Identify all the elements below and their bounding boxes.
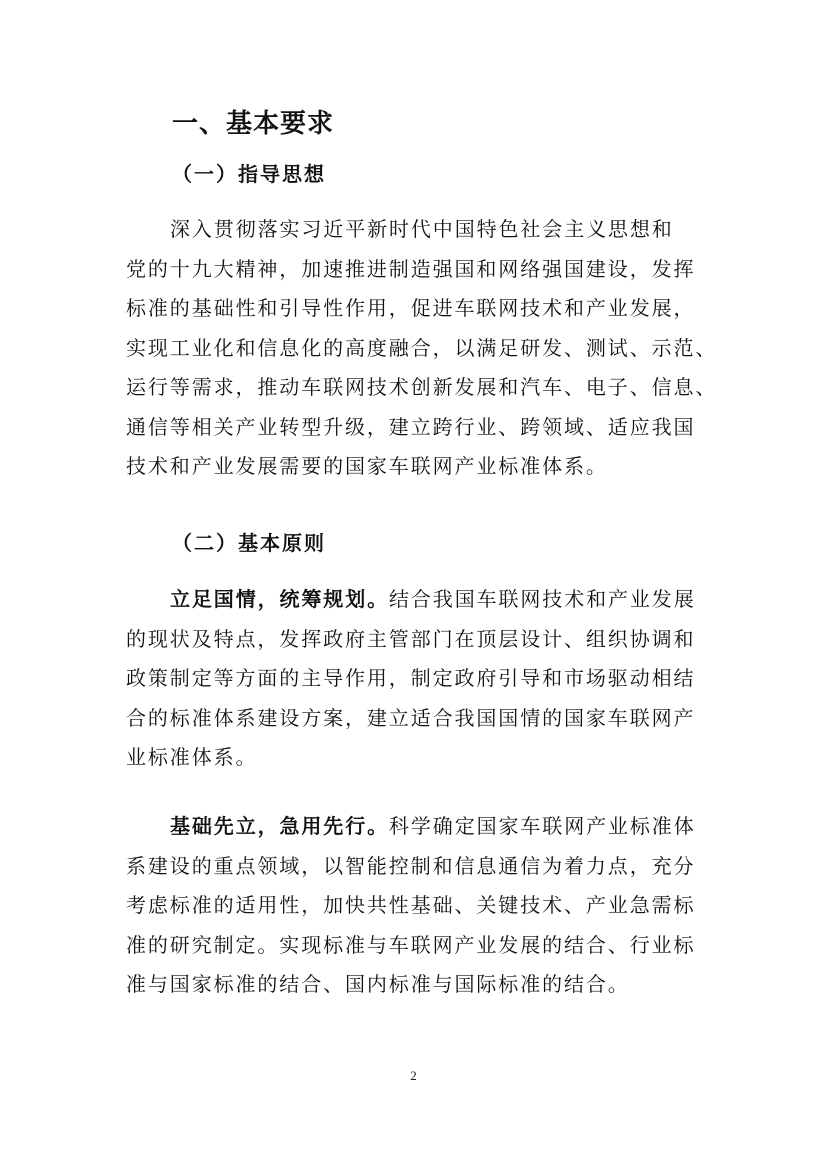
- text-line: 准的研究制定。实现标准与车联网产业发展的结合、行业标: [126, 932, 696, 957]
- text-line: 系建设的重点领域，以智能控制和信息通信为着力点，充分: [126, 853, 696, 878]
- page-number: 2: [410, 1068, 417, 1083]
- principle-lead: 立足国情，统筹规划。: [170, 587, 389, 611]
- text-line: 业标准体系。: [126, 745, 258, 769]
- text-line: 运行等需求，推动车联网技术创新发展和汽车、电子、信息、: [126, 375, 718, 399]
- principle-lead: 基础先立，急用先行。: [170, 814, 389, 838]
- text-line: 政策制定等方面的主导作用，制定政府引导和市场驱动相结: [126, 666, 696, 690]
- principle-text: 科学确定国家车联网产业标准体: [389, 814, 696, 838]
- text-line: 考虑标准的适用性，加快共性基础、关键技术、产业急需标: [126, 893, 696, 917]
- text-line: 实现工业化和信息化的高度融合，以满足研发、测试、示范、: [126, 335, 718, 360]
- section-heading: 一、基本要求: [172, 109, 335, 139]
- text-line: 标准的基础性和引导性作用，促进车联网技术和产业发展，: [126, 296, 696, 320]
- paragraph-guiding-ideology: [126, 210, 718, 487]
- text-line: 的现状及特点，发挥政府主管部门在顶层设计、组织协调和: [126, 626, 696, 651]
- text-line: 通信等相关产业转型升级，建立跨行业、跨领域、适应我国: [126, 414, 696, 439]
- principle-text: 结合我国车联网技术和产业发展: [389, 587, 696, 611]
- paragraph-principle-national-conditions: [126, 580, 701, 778]
- text-line: [126, 580, 701, 620]
- text-line: 技术和产业发展需要的国家车联网产业标准体系。: [126, 454, 608, 478]
- text-line: 党的十九大精神，加速推进制造强国和网络强国建设，发挥: [126, 256, 696, 281]
- text-line: 合的标准体系建设方案，建立适合我国国情的国家车联网产: [126, 705, 696, 730]
- text-line: 准与国家标准的结合、国内标准与国际标准的结合。: [126, 972, 630, 996]
- paragraph-principle-foundations-first: [126, 807, 701, 1005]
- subsection-heading-guiding-ideology: （一）指导思想: [172, 162, 326, 186]
- text-line: 深入贯彻落实习近平新时代中国特色社会主义思想和: [170, 217, 674, 241]
- text-line: [126, 807, 701, 847]
- subsection-heading-basic-principles: （二）基本原则: [172, 531, 326, 555]
